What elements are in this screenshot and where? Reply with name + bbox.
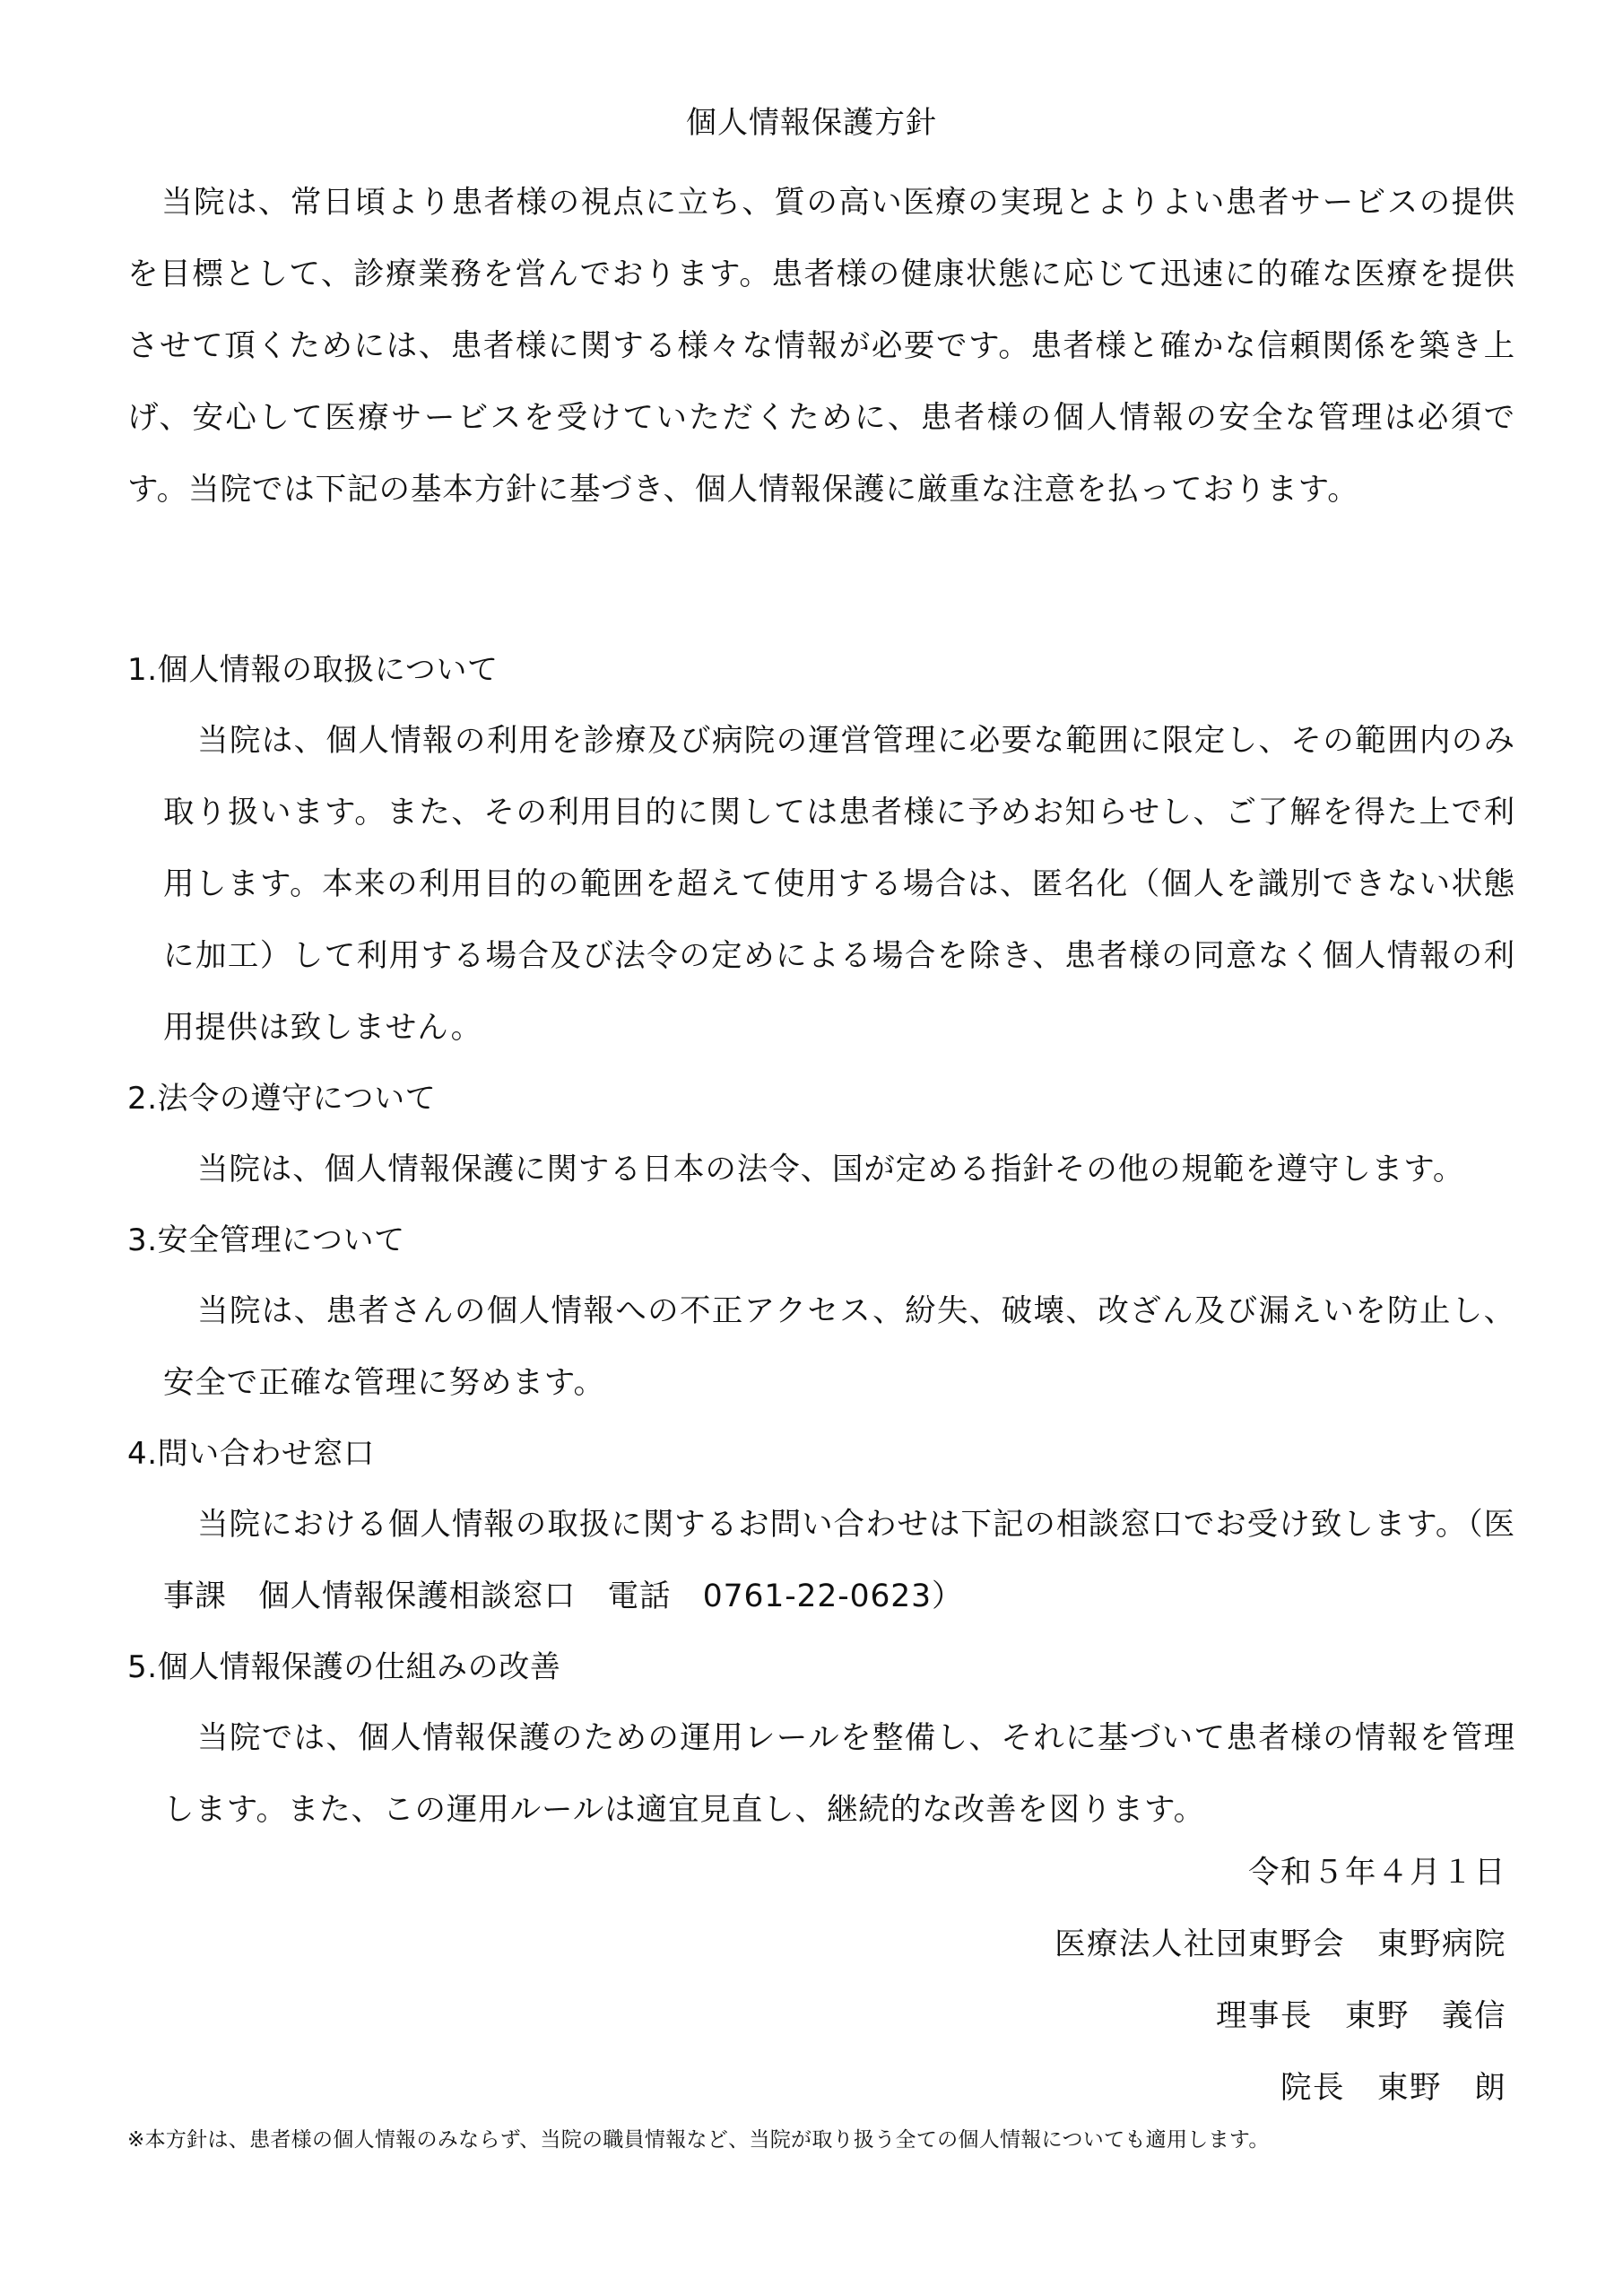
section-body: 当院は、個人情報の利用を診療及び病院の運営管理に必要な範囲に限定し、その範囲内のみ取り扱います。また、その利用目的に関しては患者様に予めお知らせし、ご了解を得た上で利用します。本来の利用目的の範囲を超えて使用する場合は、匿名化（個人を識別できない状態に加工）して利用する場合及び法令の定めによる場合を除き、患者様の同意なく個人情報の利用提供は致しません。	[163, 723, 1515, 1046]
section-heading: 2.法令の遵守について	[127, 1081, 437, 1117]
section-body: 当院では、個人情報保護のための運用レールを整備し、それに基づいて患者様の情報を管理します。また、この運用ルールは適宜見直し、継続的な改善を図ります。	[163, 1720, 1515, 1828]
signature-block	[1055, 1837, 1506, 2124]
signature-chairman: 理事長 東野 義信	[1216, 1998, 1506, 2034]
section-heading: 4.問い合わせ窓口	[127, 1436, 375, 1472]
section-body: 当院は、患者さんの個人情報への不正アクセス、紛失、破壊、改ざん及び漏えいを防止し、安全で正確な管理に努めます。	[163, 1293, 1515, 1401]
section-body: 当院における個人情報の取扱に関するお問い合わせは下記の相談窓口でお受け致します。（医事課 個人情報保護相談窓口 電話 0761-22-0623）	[163, 1507, 1515, 1614]
footnote: ※本方針は、患者様の個人情報のみならず、当院の職員情報など、当院が取り扱う全ての個人情報についても適用します。	[127, 2128, 1270, 2152]
section-contact	[127, 1419, 1526, 1632]
signature-director: 院長 東野 朗	[1280, 2070, 1506, 2106]
policy-sections	[127, 635, 1526, 1846]
signature-organization: 医療法人社団東野会 東野病院	[1055, 1926, 1506, 1962]
section-compliance	[127, 1064, 1526, 1205]
intro-paragraph: 当院は、常日頃より患者様の視点に立ち、質の高い医療の実現とよりよい患者サービスの提供を目標として、診療業務を営んでおります。患者様の健康状態に応じて迅速に的確な医療を提供させて頂くためには、患者様に関する様々な情報が必要です。患者様と確かな信頼関係を築き上げ、安心して医療サービスを受けていただくために、患者様の個人情報の安全な管理は必須です。当院では下記の基本方針に基づき、個人情報保護に厳重な注意を払っております。	[127, 185, 1515, 508]
section-heading: 3.安全管理について	[127, 1222, 405, 1258]
section-heading: 1.個人情報の取扱について	[127, 652, 499, 688]
section-security	[127, 1205, 1526, 1419]
section-handling	[127, 635, 1526, 1064]
section-body: 当院は、個人情報保護に関する日本の法令、国が定める指針その他の規範を遵守します。	[197, 1152, 1465, 1187]
section-improvement	[127, 1632, 1526, 1846]
section-heading: 5.個人情報保護の仕組みの改善	[127, 1649, 561, 1685]
signature-date: 令和５年４月１日	[1248, 1855, 1506, 1891]
document-title: 個人情報保護方針	[686, 105, 937, 141]
